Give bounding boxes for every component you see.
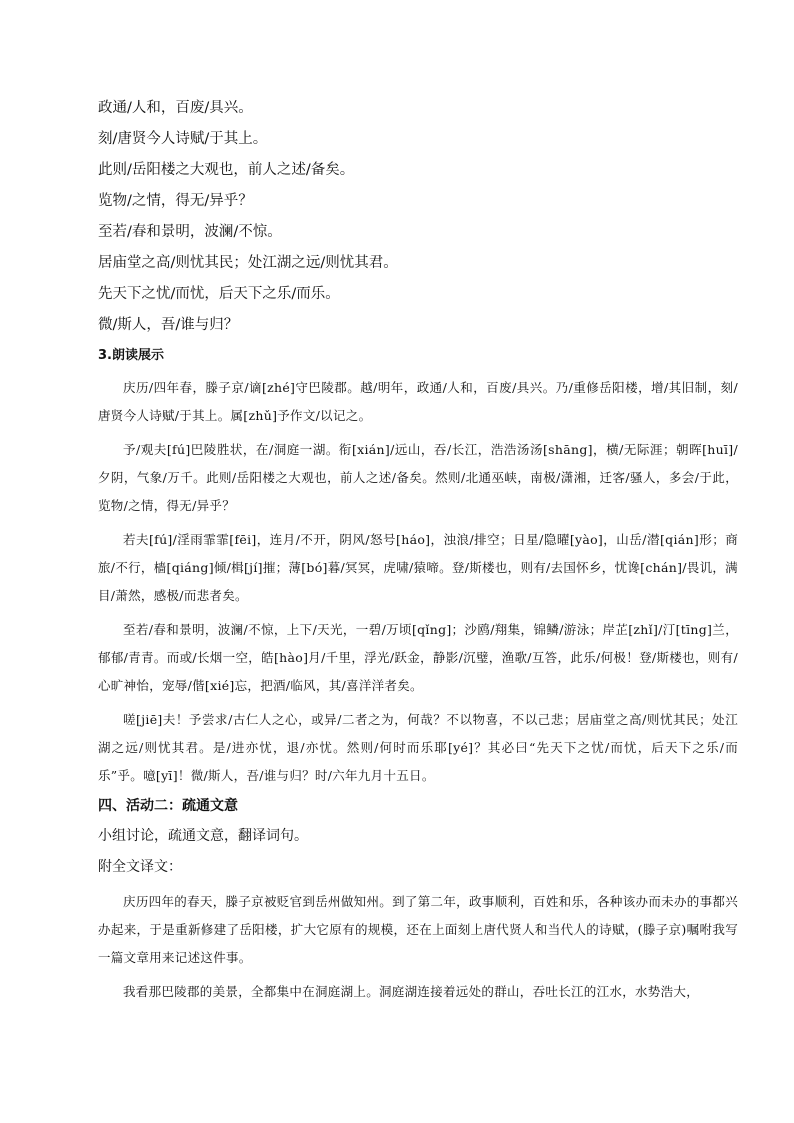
translation-text (98, 888, 738, 1006)
pause-line: 政通/人和，百废/具兴。 (98, 100, 253, 116)
reading-paragraph: 庆历/四年春，滕子京/谪[zhé]守巴陵郡。越/明年，政通/人和，百废/具兴。乃/重修岳阳楼，增/其旧制，刻/唐贤今人诗赋/于其上。属[zhǔ]予作文/以记之。 (98, 380, 738, 423)
pause-line: 至若/春和景明，波澜/不惊。 (98, 224, 282, 240)
section-4-title: 四、活动二：疏通文意 (98, 798, 238, 814)
translation-paragraph: 庆历四年的春天，滕子京被贬官到岳州做知州。到了第二年，政事顺利，百姓和乐，各种该办而未办的事都兴办起来，于是重新修建了岳阳楼，扩大它原有的规模，还在上面刻上唐代贤人和当代人的诗赋，(滕子京)嘱咐我写一篇文章用来记述这件事。 (98, 894, 738, 965)
translation-paragraph: 我看那巴陵郡的美景，全都集中在洞庭湖上。洞庭湖连接着远处的群山，吞吐长江的江水，水势浩大， (123, 984, 700, 999)
page-content (98, 98, 738, 1012)
pause-line: 居庙堂之高/则忧其民；处江湖之远/则忧其君。 (98, 255, 398, 271)
translation-label: 附全文译文： (98, 859, 182, 875)
pause-lines (98, 98, 738, 335)
activity-instruction: 小组讨论，疏通文意，翻译词句。 (98, 828, 308, 844)
reading-paragraph: 予/观夫[fú]巴陵胜状，在/洞庭一湖。衔[xián]/远山，吞/长江，浩浩汤汤[shāng]，横/无际涯；朝晖[huī]/夕阴，气象/万千。此则/岳阳楼之大观也，前人之述/备矣。然则/北通巫峡，南极/潇湘，迁客/骚人，多会/于此，览物/之情，得无/异乎？ (98, 442, 738, 513)
reading-text (98, 374, 738, 790)
pause-line: 此则/岳阳楼之大观也，前人之述/备矣。 (98, 162, 355, 178)
pause-line: 微/斯人，吾/谁与归？ (98, 317, 239, 333)
section-3-title: 3.朗读展示 (98, 348, 164, 363)
pause-line: 先天下之忧/而忧，后天下之乐/而乐。 (98, 286, 340, 302)
reading-paragraph: 嗟[jiē]夫！予尝求/古仁人之心，或异/二者之为，何哉？不以物喜，不以己悲；居庙堂之高/则忧其民；处江湖之远/则忧其君。是/进亦忧，退/亦忧。然则/何时而乐耶[yé]？其必曰“先天下之忧/而忧，后天下之乐/而乐”乎。噫[yī]！微/斯人，吾/谁与归？时/六年九月十五日。 (98, 712, 738, 783)
pause-line: 览物/之情，得无/异乎？ (98, 193, 253, 209)
reading-paragraph: 若夫[fú]/淫雨霏霏[fēi]，连月/不开，阴风/怒号[háo]，浊浪/排空；日星/隐曜[yào]，山岳/潜[qián]形；商旅/不行，樯[qiáng]倾/楫[jí]摧；薄[bó]暮/冥冥，虎啸/猿啼。登/斯楼也，则有/去国怀乡，忧谗[chán]/畏讥，满目/萧然，感极/而悲者矣。 (98, 532, 738, 603)
pause-line: 刻/唐贤今人诗赋/于其上。 (98, 131, 268, 147)
reading-paragraph: 至若/春和景明，波澜/不惊，上下/天光，一碧/万顷[qǐng]；沙鸥/翔集，锦鳞/游泳；岸芷[zhǐ]/汀[tīng]兰，郁郁/青青。而或/长烟一空，皓[hào]月/千里，浮光/跃金，静影/沉璧，渔歌/互答，此乐/何极！登/斯楼也，则有/心旷神怡，宠辱/偕[xié]忘，把酒/临风，其/喜洋洋者矣。 (98, 622, 738, 693)
